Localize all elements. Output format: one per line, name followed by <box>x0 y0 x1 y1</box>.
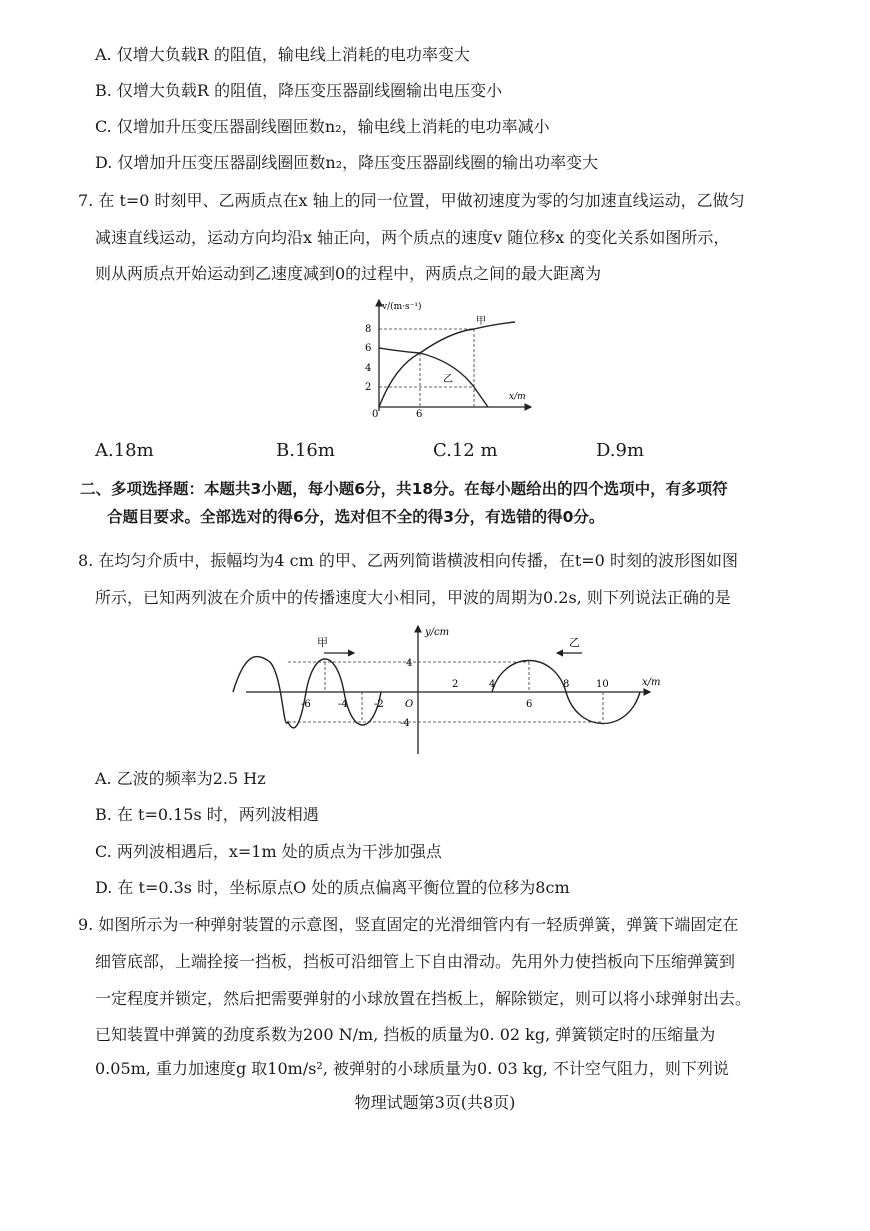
q7-choice-a: A.18m <box>95 440 154 461</box>
q8-x-tick-2: 2 <box>452 679 459 690</box>
q9-stem-line-3: 一定程度并锁定，然后把需要弹射的小球放置在挡板上，解除锁定，则可以将小球弹射出去。 <box>95 989 752 1008</box>
q7-choice-c: C.12 m <box>433 440 498 461</box>
q8-x-tick-6: 6 <box>526 699 533 710</box>
q8-y-tick-4: 4 <box>406 658 413 669</box>
q8-option-c: C. 两列波相遇后，x=1m 处的质点为干涉加强点 <box>95 842 442 861</box>
q9-stem-line-1: 9. 如图所示为一种弹射装置的示意图，竖直固定的光滑细管内有一轻质弹簧，弹簧下端固定在 <box>78 915 739 934</box>
q8-x-tick-minus6: -6 <box>301 699 311 710</box>
q7-curve-jia <box>379 322 515 407</box>
q7-vx-graph <box>355 296 535 421</box>
q8-label-jia: 甲 <box>317 636 328 649</box>
q7-stem-line-2: 减速直线运动，运动方向均沿x 轴正向，两个质点的速度v 随位移x 的变化关系如图所示， <box>95 228 730 247</box>
q8-y-label: y/cm <box>425 627 450 638</box>
q7-y-tick-4: 4 <box>365 363 372 374</box>
q6-option-d: D. 仅增加升压变压器副线圈匝数n₂，降压变压器副线圈的输出功率变大 <box>95 153 599 172</box>
q6-option-b: B. 仅增大负载R 的阻值，降压变压器副线圈输出电压变小 <box>95 81 503 100</box>
q8-x-tick-minus4: -4 <box>338 699 348 710</box>
q8-x-tick-8: 8 <box>563 679 570 690</box>
q7-origin-label: 0 <box>372 409 379 420</box>
q8-label-yi: 乙 <box>569 636 580 649</box>
q8-option-b: B. 在 t=0.15s 时，两列波相遇 <box>95 805 319 824</box>
q7-y-tick-2: 2 <box>365 382 372 393</box>
q9-stem-line-5: 0.05m, 重力加速度g 取10m/s², 被弹射的小球质量为0. 03 kg, 不计空气阻力，则下列说 <box>95 1059 729 1078</box>
q8-option-d: D. 在 t=0.3s 时，坐标原点O 处的质点偏离平衡位置的位移为8cm <box>95 878 570 897</box>
q8-stem-line-1: 8. 在均匀介质中，振幅均为4 cm 的甲、乙两列简谐横波相向传播，在t=0 时刻的波形图如图 <box>78 551 738 570</box>
q7-stem-line-1: 7. 在 t=0 时刻甲、乙两质点在x 轴上的同一位置，甲做初速度为零的匀加速直线运动，乙做匀 <box>78 191 745 210</box>
q8-option-a: A. 乙波的频率为2.5 Hz <box>95 769 266 788</box>
q7-label-yi: 乙 <box>443 374 453 385</box>
q8-wave-graph <box>228 622 668 757</box>
q8-stem-line-2: 所示，已知两列波在介质中的传播速度大小相同，甲波的周期为0.2s, 则下列说法正确的是 <box>95 588 731 607</box>
q8-x-tick-4: 4 <box>489 679 496 690</box>
q7-choice-d: D.9m <box>596 440 645 461</box>
q7-y-label: v/(m·s⁻¹) <box>382 302 422 312</box>
page-footer: 物理试题第3页(共8页) <box>354 1093 516 1112</box>
q8-y-tick-minus4: -4 <box>400 718 410 729</box>
section2-heading-line-1: 二、多项选择题：本题共3小题，每小题6分，共18分。在每小题给出的四个选项中，有多项符 <box>80 480 728 498</box>
section2-heading-line-2: 合题目要求。全部选对的得6分，选对但不全的得3分，有选错的得0分。 <box>107 508 605 526</box>
q7-curve-yi <box>379 348 488 407</box>
q8-x-tick-minus2: -2 <box>374 699 384 710</box>
q9-stem-line-2: 细管底部，上端拴接一挡板，挡板可沿细管上下自由滑动。先用外力使挡板向下压缩弹簧到 <box>95 952 736 971</box>
q8-x-tick-10: 10 <box>596 679 609 690</box>
q7-stem-line-3: 则从两质点开始运动到乙速度减到0的过程中，两质点之间的最大距离为 <box>95 264 602 283</box>
q7-x-tick-6: 6 <box>416 409 423 420</box>
q7-x-label: x/m <box>509 392 526 402</box>
q8-x-label: x/m <box>642 677 661 688</box>
q6-option-c: C. 仅增加升压变压器副线圈匝数n₂，输电线上消耗的电功率减小 <box>95 117 550 136</box>
q7-label-jia: 甲 <box>476 316 486 327</box>
q7-y-tick-8: 8 <box>365 324 372 335</box>
q9-stem-line-4: 已知装置中弹簧的劲度系数为200 N/m, 挡板的质量为0. 02 kg, 弹簧锁定时的压缩量为 <box>95 1025 716 1044</box>
q6-option-a: A. 仅增大负载R 的阻值，输电线上消耗的电功率变大 <box>95 45 470 64</box>
q7-y-tick-6: 6 <box>365 343 372 354</box>
q7-choice-b: B.16m <box>276 440 335 461</box>
q8-origin-label: O <box>405 699 414 710</box>
